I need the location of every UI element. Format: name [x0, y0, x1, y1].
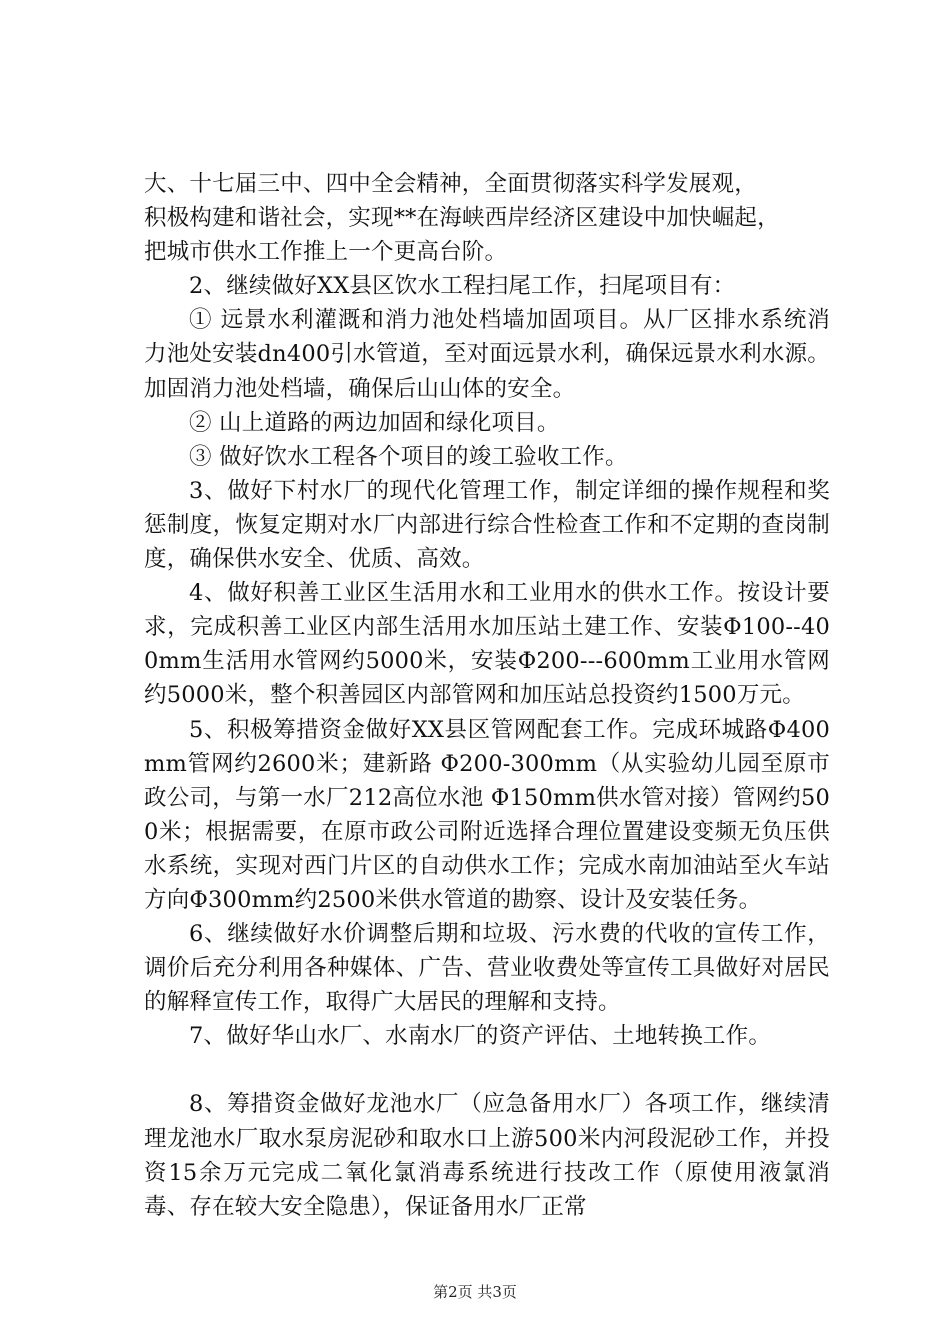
paragraph-item-5: 5、积极筹措资金做好XX县区管网配套工作。完成环城路Φ400mm管网约2600米；建新路 Φ200-300mm（从实验幼儿园至原市政公司，与第一水厂212高位水池 Φ150mm供水管对接）管网约500米；根据需要，在原市政公司附近选择合理位置建设变频无负压供水系统，实现对西门片区的自动供水工作；完成水南加油站至火车站方向Φ300mm约2500米供水管道的勘察、设计及安装任务。 — [144, 716, 830, 913]
paragraph-continuation: 大、十七届三中、四中全会精神，全面贯彻落实科学发展观， 积极构建和谐社会，实现**在海峡西岸经济区建设中加快崛起， 把城市供水工作推上一个更高台阶。 — [144, 171, 780, 266]
paragraph-item-7: 7、做好华山水厂、水南水厂的资产评估、土地转换工作。 — [189, 1023, 772, 1050]
paragraph-item-4: 4、做好积善工业区生活用水和工业用水的供水工作。按设计要求，完成积善工业区内部生活用水加压站土建工作、安装Φ100--400mm生活用水管网约5000米，安装Φ200---600mm工业用水管网约5000米，整个积善园区内部管网和加压站总投资约1500万元。 — [144, 580, 830, 709]
paragraph-subitem-1: ① 远景水利灌溉和消力池处档墙加固项目。从厂区排水系统消力池处安装dn400引水管道，至对面远景水利，确保远景水利水源。加固消力池处档墙，确保后山山体的安全。 — [144, 307, 830, 402]
paragraph-item-3: 3、做好下村水厂的现代化管理工作，制定详细的操作规程和奖惩制度，恢复定期对水厂内部进行综合性检查工作和不定期的查岗制度，确保供水安全、优质、高效。 — [144, 477, 830, 573]
paragraph-subitem-2: ② 山上道路的两边加固和绿化项目。 — [189, 409, 560, 436]
paragraph-subitem-3: ③ 做好饮水工程各个项目的竣工验收工作。 — [189, 443, 628, 470]
paragraph-spacer — [144, 1053, 830, 1087]
document-body — [144, 167, 830, 1224]
paragraph-item-6: 6、继续做好水价调整后期和垃圾、污水费的代收的宣传工作，调价后充分利用各种媒体、广告、营业收费处等宣传工具做好对居民的解释宣传工作，取得广大居民的理解和支持。 — [144, 921, 830, 1016]
page-footer — [0, 1282, 950, 1302]
paragraph-item-8: 8、筹措资金做好龙池水厂（应急备用水厂）各项工作，继续清理龙池水厂取水泵房泥砂和取水口上游500米内河段泥砂工作，并投资15余万元完成二氧化氯消毒系统进行技改工作（原使用液氯消毒、存在较大安全隐患），保证备用水厂正常 — [144, 1091, 830, 1220]
paragraph-item-2: 2、继续做好XX县区饮水工程扫尾工作，扫尾项目有： — [189, 273, 736, 300]
page-indicator: 第2页 共3页 — [433, 1283, 517, 1301]
